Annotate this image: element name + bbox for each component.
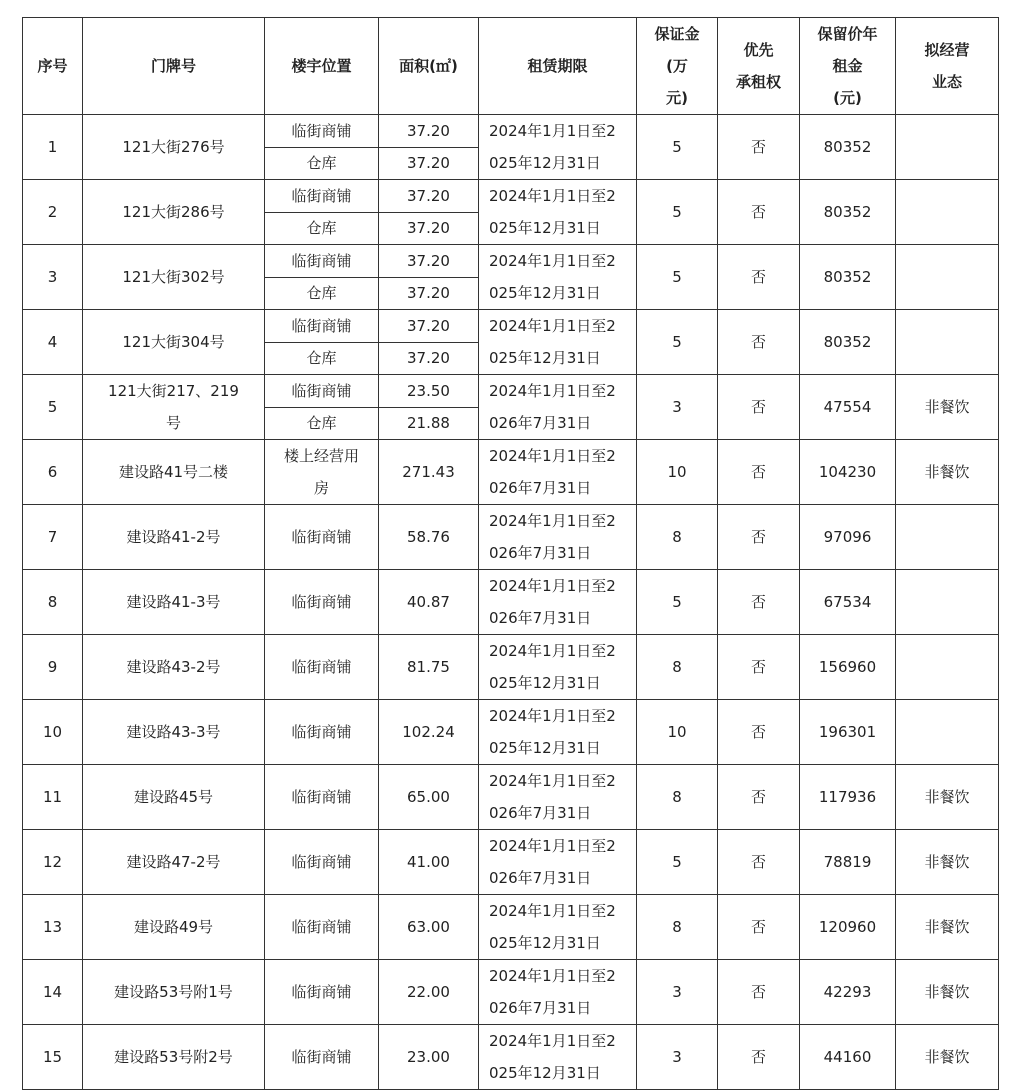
cell-reserve: 78819	[800, 830, 896, 895]
table-row	[23, 1025, 999, 1090]
cell-priority: 否	[718, 440, 800, 505]
cell-priority: 否	[718, 635, 800, 700]
cell-priority: 否	[718, 960, 800, 1025]
cell-business	[896, 310, 999, 375]
lease-table	[22, 17, 999, 1090]
cell-location: 仓库	[265, 407, 379, 440]
cell-reserve: 97096	[800, 505, 896, 570]
cell-lease: 2024年1月1日至2 026年7月31日	[479, 375, 637, 440]
cell-address: 建设路53号附1号	[83, 960, 265, 1025]
cell-area: 22.00	[379, 960, 479, 1025]
table-row	[23, 960, 999, 1025]
cell-lease: 2024年1月1日至2 026年7月31日	[479, 960, 637, 1025]
cell-location: 临街商铺	[265, 115, 379, 148]
cell-deposit: 8	[637, 895, 718, 960]
cell-no: 2	[23, 180, 83, 245]
cell-address: 121大街304号	[83, 310, 265, 375]
cell-priority: 否	[718, 570, 800, 635]
cell-area: 41.00	[379, 830, 479, 895]
cell-lease: 2024年1月1日至2 025年12月31日	[479, 635, 637, 700]
cell-priority: 否	[718, 700, 800, 765]
cell-address: 建设路41-3号	[83, 570, 265, 635]
cell-no: 8	[23, 570, 83, 635]
cell-no: 5	[23, 375, 83, 440]
cell-deposit: 5	[637, 180, 718, 245]
cell-priority: 否	[718, 505, 800, 570]
cell-priority: 否	[718, 180, 800, 245]
cell-location: 临街商铺	[265, 570, 379, 635]
cell-address: 121大街276号	[83, 115, 265, 180]
cell-area: 40.87	[379, 570, 479, 635]
cell-address: 121大街302号	[83, 245, 265, 310]
table-row	[23, 570, 999, 635]
cell-lease: 2024年1月1日至2 026年7月31日	[479, 570, 637, 635]
cell-business: 非餐饮	[896, 765, 999, 830]
cell-area: 271.43	[379, 440, 479, 505]
table-row	[23, 765, 999, 830]
cell-location: 临街商铺	[265, 375, 379, 408]
table-row	[23, 635, 999, 700]
cell-reserve: 80352	[800, 115, 896, 180]
cell-reserve: 117936	[800, 765, 896, 830]
cell-area: 23.50	[379, 375, 479, 408]
cell-address: 建设路41-2号	[83, 505, 265, 570]
table-body	[23, 115, 999, 1090]
cell-deposit: 8	[637, 635, 718, 700]
cell-no: 12	[23, 830, 83, 895]
cell-deposit: 3	[637, 375, 718, 440]
cell-address: 建设路47-2号	[83, 830, 265, 895]
cell-lease: 2024年1月1日至2 026年7月31日	[479, 765, 637, 830]
cell-deposit: 5	[637, 245, 718, 310]
cell-reserve: 44160	[800, 1025, 896, 1090]
cell-address: 建设路43-2号	[83, 635, 265, 700]
header-priority: 优先 承租权	[718, 18, 800, 115]
cell-reserve: 80352	[800, 245, 896, 310]
table-row	[23, 375, 999, 408]
cell-deposit: 5	[637, 830, 718, 895]
cell-no: 3	[23, 245, 83, 310]
cell-reserve: 120960	[800, 895, 896, 960]
cell-business: 非餐饮	[896, 375, 999, 440]
table-row	[23, 895, 999, 960]
cell-business	[896, 505, 999, 570]
cell-address: 建设路43-3号	[83, 700, 265, 765]
table-row	[23, 180, 999, 213]
cell-reserve: 47554	[800, 375, 896, 440]
cell-reserve: 80352	[800, 180, 896, 245]
cell-reserve: 67534	[800, 570, 896, 635]
cell-lease: 2024年1月1日至2 026年7月31日	[479, 440, 637, 505]
cell-priority: 否	[718, 830, 800, 895]
cell-lease: 2024年1月1日至2 025年12月31日	[479, 700, 637, 765]
table-row	[23, 700, 999, 765]
header-row	[23, 18, 999, 115]
cell-no: 9	[23, 635, 83, 700]
cell-priority: 否	[718, 245, 800, 310]
cell-no: 11	[23, 765, 83, 830]
cell-deposit: 5	[637, 115, 718, 180]
cell-no: 6	[23, 440, 83, 505]
cell-no: 1	[23, 115, 83, 180]
cell-business	[896, 700, 999, 765]
cell-no: 10	[23, 700, 83, 765]
cell-priority: 否	[718, 1025, 800, 1090]
cell-deposit: 5	[637, 570, 718, 635]
cell-area: 37.20	[379, 115, 479, 148]
cell-business: 非餐饮	[896, 830, 999, 895]
cell-area: 37.20	[379, 147, 479, 180]
header-location: 楼宇位置	[265, 18, 379, 115]
cell-priority: 否	[718, 375, 800, 440]
cell-lease: 2024年1月1日至2 025年12月31日	[479, 245, 637, 310]
cell-address: 建设路49号	[83, 895, 265, 960]
cell-priority: 否	[718, 895, 800, 960]
cell-location: 仓库	[265, 277, 379, 310]
cell-address: 121大街286号	[83, 180, 265, 245]
table-row	[23, 115, 999, 148]
cell-deposit: 3	[637, 960, 718, 1025]
cell-deposit: 8	[637, 765, 718, 830]
header-no: 序号	[23, 18, 83, 115]
cell-location: 临街商铺	[265, 1025, 379, 1090]
cell-reserve: 104230	[800, 440, 896, 505]
cell-reserve: 80352	[800, 310, 896, 375]
cell-no: 15	[23, 1025, 83, 1090]
cell-location: 楼上经营用房	[265, 440, 379, 505]
cell-address: 建设路41号二楼	[83, 440, 265, 505]
cell-location: 仓库	[265, 147, 379, 180]
cell-address: 121大街217、219 号	[83, 375, 265, 440]
cell-area: 63.00	[379, 895, 479, 960]
cell-area: 37.20	[379, 342, 479, 375]
cell-address: 建设路45号	[83, 765, 265, 830]
cell-location: 临街商铺	[265, 180, 379, 213]
cell-location: 临街商铺	[265, 635, 379, 700]
table-row	[23, 830, 999, 895]
cell-priority: 否	[718, 115, 800, 180]
cell-no: 14	[23, 960, 83, 1025]
cell-priority: 否	[718, 310, 800, 375]
cell-location: 临街商铺	[265, 830, 379, 895]
cell-deposit: 3	[637, 1025, 718, 1090]
cell-lease: 2024年1月1日至2 025年12月31日	[479, 1025, 637, 1090]
cell-no: 13	[23, 895, 83, 960]
cell-no: 4	[23, 310, 83, 375]
cell-area: 81.75	[379, 635, 479, 700]
cell-location: 临街商铺	[265, 310, 379, 343]
cell-reserve: 42293	[800, 960, 896, 1025]
cell-address: 建设路53号附2号	[83, 1025, 265, 1090]
header-deposit: 保证金 (万 元)	[637, 18, 718, 115]
header-address: 门牌号	[83, 18, 265, 115]
cell-location: 仓库	[265, 342, 379, 375]
cell-lease: 2024年1月1日至2 026年7月31日	[479, 505, 637, 570]
cell-business: 非餐饮	[896, 960, 999, 1025]
cell-location: 临街商铺	[265, 245, 379, 278]
cell-deposit: 10	[637, 440, 718, 505]
cell-area: 65.00	[379, 765, 479, 830]
cell-business: 非餐饮	[896, 440, 999, 505]
cell-lease: 2024年1月1日至2 026年7月31日	[479, 830, 637, 895]
cell-area: 102.24	[379, 700, 479, 765]
cell-area: 37.20	[379, 310, 479, 343]
cell-business: 非餐饮	[896, 1025, 999, 1090]
cell-location: 临街商铺	[265, 895, 379, 960]
cell-area: 37.20	[379, 277, 479, 310]
cell-business	[896, 180, 999, 245]
cell-lease: 2024年1月1日至2 025年12月31日	[479, 310, 637, 375]
cell-location: 临街商铺	[265, 960, 379, 1025]
cell-deposit: 10	[637, 700, 718, 765]
cell-business	[896, 245, 999, 310]
cell-deposit: 5	[637, 310, 718, 375]
cell-area: 58.76	[379, 505, 479, 570]
cell-area: 37.20	[379, 245, 479, 278]
cell-area: 37.20	[379, 180, 479, 213]
cell-area: 37.20	[379, 212, 479, 245]
cell-reserve: 156960	[800, 635, 896, 700]
table-row	[23, 310, 999, 343]
header-reserve: 保留价年 租金 (元)	[800, 18, 896, 115]
cell-business	[896, 635, 999, 700]
cell-business: 非餐饮	[896, 895, 999, 960]
cell-location: 临街商铺	[265, 765, 379, 830]
cell-priority: 否	[718, 765, 800, 830]
cell-area: 23.00	[379, 1025, 479, 1090]
cell-business	[896, 570, 999, 635]
table-row	[23, 440, 999, 505]
header-lease: 租赁期限	[479, 18, 637, 115]
cell-location: 仓库	[265, 212, 379, 245]
cell-reserve: 196301	[800, 700, 896, 765]
cell-location: 临街商铺	[265, 700, 379, 765]
cell-business	[896, 115, 999, 180]
table-row	[23, 505, 999, 570]
cell-area: 21.88	[379, 407, 479, 440]
cell-lease: 2024年1月1日至2 025年12月31日	[479, 895, 637, 960]
cell-location: 临街商铺	[265, 505, 379, 570]
cell-no: 7	[23, 505, 83, 570]
table-row	[23, 245, 999, 278]
cell-lease: 2024年1月1日至2 025年12月31日	[479, 180, 637, 245]
header-area: 面积(㎡)	[379, 18, 479, 115]
cell-lease: 2024年1月1日至2 025年12月31日	[479, 115, 637, 180]
cell-deposit: 8	[637, 505, 718, 570]
header-business: 拟经营 业态	[896, 18, 999, 115]
